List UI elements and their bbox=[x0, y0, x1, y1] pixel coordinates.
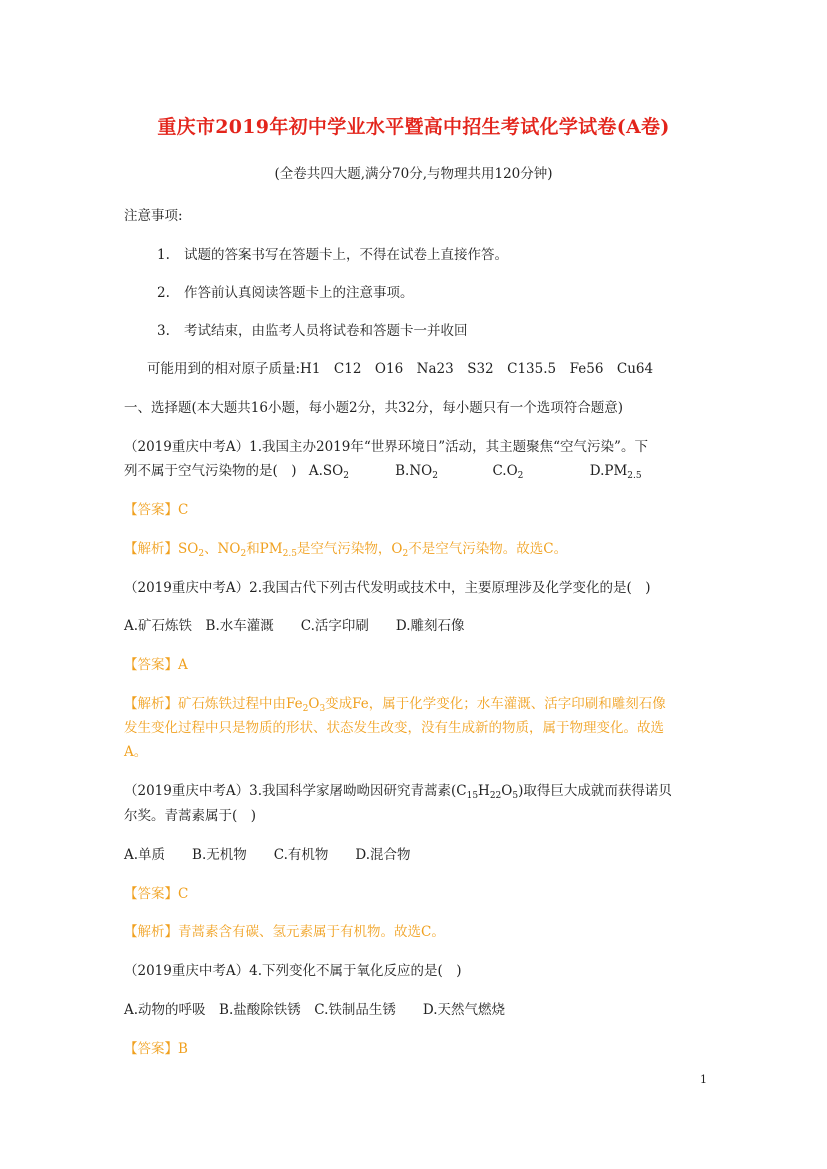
note-item-3 bbox=[157, 319, 468, 339]
q1-stem-line1: （2019重庆中考A）1.我国主办2019年“世界环境日”活动，其主题聚焦“空气污染”。下 bbox=[124, 439, 648, 455]
exam-title: 重庆市2019年初中学业水平暨高中招生考试化学试卷(A卷) bbox=[157, 116, 670, 138]
section-heading: 一、选择题(本大题共16小题，每小题2分，共32分，每小题只有一个选项符合题意) bbox=[124, 400, 623, 416]
note-number: 2. bbox=[157, 285, 170, 301]
answer-value: A bbox=[178, 657, 188, 673]
exam-subtitle: (全卷共四大题,满分70分,与物理共用120分钟) bbox=[274, 166, 553, 182]
analysis-label: 【解析】 bbox=[124, 541, 178, 557]
q1-answer bbox=[124, 498, 188, 518]
answer-label: 【答案】 bbox=[124, 657, 178, 673]
q2-answer bbox=[124, 653, 188, 673]
q1-option-d: $D.PM_{2.5}$ bbox=[589, 463, 642, 481]
note-text: 作答前认真阅读答题卡上的注意事项。 bbox=[184, 285, 414, 301]
q2-analysis-line1: 【解析】矿石炼铁过程中由$Fe_2O_3$变成Fe，属于化学变化；水车灌溉、活字印刷和雕刻石像 bbox=[124, 696, 666, 714]
answer-value: B bbox=[178, 1041, 188, 1057]
answer-label: 【答案】 bbox=[124, 886, 178, 902]
notes-heading: 注意事项: bbox=[124, 208, 183, 224]
atomic-masses: 可能用到的相对原子质量:H1 C12 O16 Na23 S32 C135.5 Fe56 Cu64 bbox=[147, 361, 654, 377]
page-number: 1 bbox=[700, 1073, 707, 1086]
q1-analysis: 【解析】$SO_2$、$NO_2$和$PM_{2.5}$是空气污染物，$O_2$不是空气污染物。故选C。 bbox=[124, 541, 568, 559]
q1-option-b: $B.NO_2$ bbox=[395, 463, 438, 481]
q1-option-c: $C.O_2$ bbox=[492, 463, 524, 481]
note-text: 试题的答案书写在答题卡上，不得在试卷上直接作答。 bbox=[184, 247, 508, 263]
q3-stem-line2: 尔奖。青蒿素属于( ) bbox=[124, 808, 257, 824]
note-number: 3. bbox=[157, 323, 170, 339]
analysis-text: 青蒿素含有碳、氢元素属于有机物。故选C。 bbox=[178, 924, 445, 940]
answer-label: 【答案】 bbox=[124, 1041, 178, 1057]
note-item-1 bbox=[157, 243, 508, 263]
q4-stem: （2019重庆中考A）4.下列变化不属于氧化反应的是( ) bbox=[124, 963, 462, 979]
note-text: 考试结束，由监考人员将试卷和答题卡一并收回 bbox=[184, 323, 468, 339]
note-number: 1. bbox=[157, 247, 170, 263]
q1-option-a: $A.SO_2$ bbox=[308, 463, 349, 481]
q3-options: A.单质 B.无机物 C.有机物 D.混合物 bbox=[124, 847, 411, 863]
q3-stem-line1: （2019重庆中考A）3.我国科学家屠呦呦因研究青蒿素$(C_{15}H_{22}O_5)$取得巨大成就而获得诺贝 bbox=[124, 783, 672, 801]
q1-stem-text: 列不属于空气污染物的是( ) bbox=[124, 463, 297, 479]
analysis-label: 【解析】 bbox=[124, 924, 178, 940]
answer-value: C bbox=[178, 502, 189, 518]
analysis-label: 【解析】 bbox=[124, 696, 178, 712]
answer-value: C bbox=[178, 886, 189, 902]
q1-stem-line2 bbox=[124, 459, 642, 479]
q3-analysis bbox=[124, 920, 445, 940]
answer-label: 【答案】 bbox=[124, 502, 178, 518]
q4-options: A.动物的呼吸 B.盐酸除铁锈 C.铁制品生锈 D.天然气燃烧 bbox=[124, 1002, 506, 1018]
note-item-2 bbox=[157, 281, 414, 301]
q2-analysis-line2: 发生变化过程中只是物质的形状、状态发生改变，没有生成新的物质，属于物理变化。故选 bbox=[124, 720, 664, 736]
q4-answer bbox=[124, 1037, 188, 1057]
q2-options: A.矿石炼铁 B.水车灌溉 C.活字印刷 D.雕刻石像 bbox=[124, 618, 465, 634]
q2-analysis-line3: A。 bbox=[124, 744, 148, 760]
q3-answer bbox=[124, 882, 188, 902]
q2-stem: （2019重庆中考A）2.我国古代下列古代发明或技术中，主要原理涉及化学变化的是( ) bbox=[124, 580, 651, 596]
